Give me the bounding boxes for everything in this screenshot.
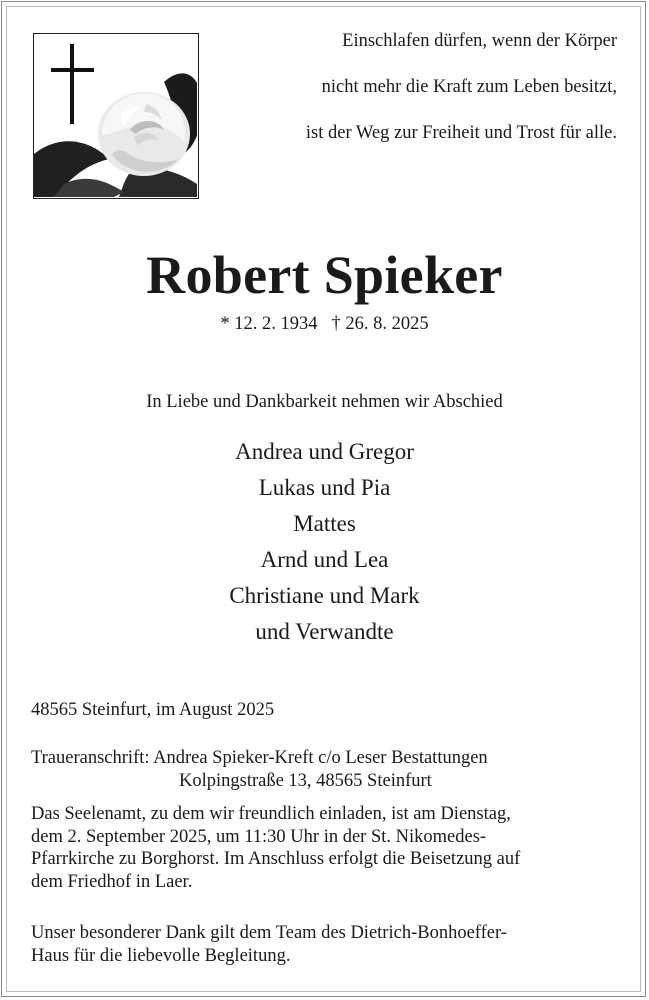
service-line: Pfarrkirche zu Borghorst. Im Anschluss erfolgt die Beisetzung auf (31, 849, 521, 869)
service-line: Das Seelenamt, zu dem wir freundlich einladen, ist am Dienstag, (31, 804, 511, 824)
family-list (0, 434, 649, 650)
poem (217, 30, 617, 168)
family-member: und Verwandte (255, 619, 394, 644)
thanks-line: Haus für die liebevolle Begleitung. (31, 945, 291, 966)
family-member: Lukas und Pia (258, 475, 391, 500)
thanks-line: Unser besonderer Dank gilt dem Team des Dietrich-Bonhoeffer- (31, 923, 507, 943)
poem-line: Einschlafen dürfen, wenn der Körper (342, 31, 617, 51)
birth-date: * 12. 2. 1934 (220, 314, 318, 334)
family-member: Christiane und Mark (229, 583, 420, 608)
cross-and-rose-icon (34, 34, 197, 197)
address-line: Kolpingstraße 13, 48565 Steinfurt (179, 771, 432, 791)
service-line: dem Friedhof in Laer. (31, 871, 193, 892)
service-notice (31, 803, 631, 893)
thanks-notice (31, 922, 631, 967)
family-member: Arnd und Lea (260, 547, 389, 572)
address-line: Traueranschrift: Andrea Spieker-Kreft c/o Leser Bestattungen (31, 748, 488, 768)
family-member: Mattes (293, 511, 356, 536)
family-member: Andrea und Gregor (235, 439, 414, 464)
farewell-intro: In Liebe und Dankbarkeit nehmen wir Abschied (146, 392, 503, 412)
death-date: † 26. 8. 2025 (331, 314, 429, 334)
mourning-address (31, 747, 488, 793)
poem-line: ist der Weg zur Freiheit und Trost für alle. (305, 123, 617, 143)
deceased-name: Robert Spieker (146, 245, 503, 305)
life-dates (0, 314, 649, 335)
poem-line: nicht mehr die Kraft zum Leben besitzt, (321, 77, 617, 97)
cross-rose-image (33, 33, 199, 199)
service-line: dem 2. September 2025, um 11:30 Uhr in der St. Nikomedes- (31, 826, 487, 847)
place-date: 48565 Steinfurt, im August 2025 (31, 700, 275, 720)
